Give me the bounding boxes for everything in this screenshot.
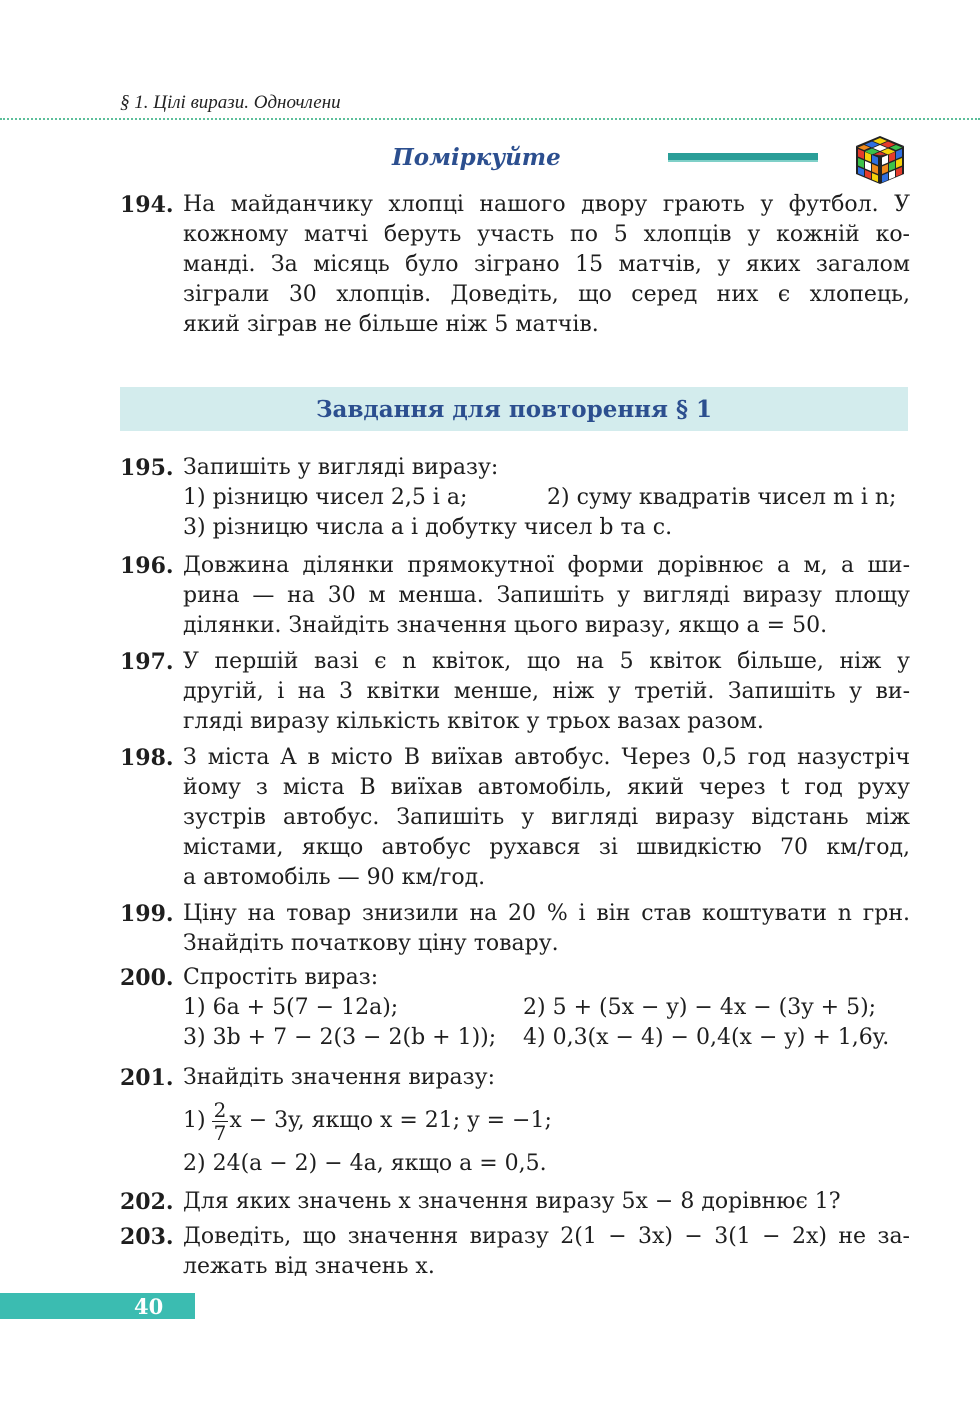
problem-194 [120, 190, 910, 340]
header-divider [0, 118, 980, 120]
sub-item-fraction-row [183, 1093, 910, 1149]
think-section-title: Поміркуйте [392, 144, 561, 171]
text-line: манді. За місяць було зіграно 15 матчів, у яких загалом [183, 252, 910, 277]
text-line: Довжина ділянки прямокутної форми дорівнює a м, а ши- [183, 553, 910, 578]
text-line: зіграли 30 хлопців. Доведіть, що серед них є хлопець, [183, 282, 910, 307]
problem-intro: Спростіть вираз: [183, 965, 379, 990]
problem-199 [120, 899, 910, 959]
text-line: У першій вазі є n квіток, що на 5 квіток більше, ніж у [183, 649, 910, 674]
problem-195 [120, 453, 910, 543]
problem-196 [120, 551, 910, 641]
text-line: кожному матчі беруть участь по 5 хлопців у кожній ко- [183, 222, 910, 247]
problem-number: 203. [120, 1224, 174, 1250]
decorative-bar [668, 153, 818, 162]
running-head: § 1. Цілі вирази. Одночлени [120, 92, 341, 113]
sub-item: 2) 24(a − 2) − 4a, якщо a = 0,5. [183, 1151, 547, 1176]
problem-202 [120, 1187, 910, 1217]
sub-item: 3) різницю числа a і добутку чисел b та c. [183, 515, 673, 540]
sub-item: 4) 0,3(x − 4) − 0,4(x − y) + 1,6y. [523, 1025, 890, 1050]
problem-203 [120, 1222, 910, 1282]
review-section-title: Завдання для повторення § 1 [315, 396, 713, 423]
text-line: гляді виразу кількість квіток у трьох вазах разом. [183, 709, 764, 734]
problem-intro: Запишіть у вигляді виразу: [183, 455, 499, 480]
problem-number: 194. [120, 192, 174, 218]
text-line: який зіграв не більше ніж 5 матчів. [183, 312, 599, 337]
sub-item-prefix: 1) [183, 1108, 206, 1133]
problem-number: 196. [120, 553, 174, 579]
rubiks-cube-icon [852, 132, 908, 188]
sub-item: 2) суму квадратів чисел m і n; [547, 485, 897, 510]
sub-item: 3) 3b + 7 − 2(3 − 2(b + 1)); [183, 1025, 497, 1050]
problem-number: 202. [120, 1189, 174, 1215]
text-line: Знайдіть початкову ціну товару. [183, 931, 559, 956]
review-section-band [120, 387, 908, 431]
sub-item: x − 3y, якщо x = 21; y = −1; [229, 1108, 552, 1133]
text-line: а автомобіль — 90 км/год. [183, 865, 486, 890]
text-line: Для яких значень x значення виразу 5x − 8 дорівнює 1? [183, 1189, 841, 1214]
text-line: другій, і на 3 квітки менше, ніж у третій. Запишіть у ви- [183, 679, 910, 704]
problem-200 [120, 963, 910, 1053]
text-line: лежать від значень x. [183, 1254, 435, 1279]
sub-item: 2) 5 + (5x − y) − 4x − (3y + 5); [523, 995, 877, 1020]
text-line: Доведіть, що значення виразу 2(1 − 3x) − 3(1 − 2x) не за- [183, 1224, 910, 1249]
sub-item: 1) різницю чисел 2,5 і а; [183, 485, 468, 510]
problem-number: 197. [120, 649, 174, 675]
text-line: На майданчику хлопці нашого двору грають у футбол. У [183, 192, 910, 217]
problem-number: 201. [120, 1065, 174, 1091]
text-line: рина — на 30 м менша. Запишіть у вигляді виразу площу [183, 583, 910, 608]
page-number: 40 [134, 1294, 164, 1319]
problem-number: 200. [120, 965, 174, 991]
problem-number: 195. [120, 455, 174, 481]
text-line: зустрів автобус. Запишіть у вигляді виразу відстань між [183, 805, 910, 830]
text-line: Ціну на товар знизили на 20 % і він став коштувати n грн. [183, 901, 910, 926]
text-line: йому з міста B виїхав автомобіль, який через t год руху [183, 775, 910, 800]
text-line: містами, якщо автобус рухався зі швидкістю 70 км/год, [183, 835, 910, 860]
text-line: З міста A в місто B виїхав автобус. Через 0,5 год назустріч [183, 745, 910, 770]
fraction [212, 1099, 229, 1144]
text-line: ділянки. Знайдіть значення цього виразу, якщо a = 50. [183, 613, 828, 638]
fraction-numerator: 2 [213, 1097, 227, 1122]
problem-198 [120, 743, 910, 893]
sub-item: 1) 6a + 5(7 − 12a); [183, 995, 399, 1020]
problem-197 [120, 647, 910, 737]
problem-201 [120, 1063, 910, 1179]
problem-number: 199. [120, 901, 174, 927]
problem-intro: Знайдіть значення виразу: [183, 1065, 496, 1090]
fraction-denominator: 7 [213, 1120, 227, 1145]
problem-number: 198. [120, 745, 174, 771]
